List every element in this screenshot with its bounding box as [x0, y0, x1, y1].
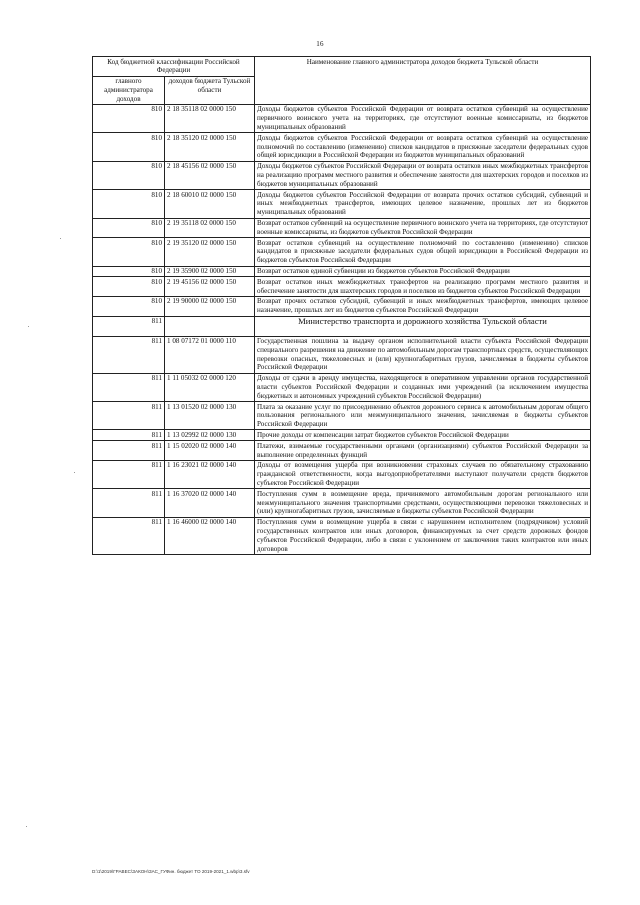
revenue-code-cell: 2 18 35120 02 0000 150 [165, 133, 255, 161]
admin-code-cell: 810 [93, 218, 165, 238]
description-cell: Доходы бюджетов субъектов Российской Федерации от возврата остатков иных межбюджетных трансфертов на реализацию программ местного развития и обеспечение занятости для шахтерских городов и поселков из бюджетов муниципальных образований [255, 161, 591, 189]
description-cell: Плата за оказание услуг по присоединению объектов дорожного сервиса к автомобильным дорогам общего пользования регионального или межмуниципального значения, зачисляемая в бюджеты субъектов Российской Федерации [255, 402, 591, 430]
revenue-code-cell [165, 316, 255, 336]
table-row [93, 104, 591, 132]
revenue-code-cell: 1 16 23021 02 0000 140 [165, 460, 255, 488]
header-admin-column: главного администратора доходов [93, 76, 165, 104]
revenue-code-cell: 2 19 35118 02 0000 150 [165, 218, 255, 238]
revenue-code-cell: 1 16 37020 02 0000 140 [165, 489, 255, 517]
description-cell: Доходы от сдачи в аренду имущества, находящегося в оперативном управлении органов государственной власти субъектов Российской Федерации и созданных ими учреждений (за исключением имущества бюджетных и автономных учреждений субъектов Российской Федерации) [255, 373, 591, 401]
scan-speck [26, 826, 27, 827]
admin-code-cell: 810 [93, 266, 165, 277]
revenue-code-cell: 2 19 90000 02 0000 150 [165, 296, 255, 316]
admin-code-cell: 811 [93, 373, 165, 401]
admin-code-cell: 811 [93, 316, 165, 336]
revenue-code-cell: 1 13 02992 02 0000 130 [165, 430, 255, 441]
description-cell: Возврат прочих остатков субсидий, субвенций и иных межбюджетных трансфертов, имеющих целевое назначение, прошлых лет из бюджетов субъектов Российской Федерации [255, 296, 591, 316]
header-revenue-column: доходов бюджета Тульской области [165, 76, 255, 104]
table-row [93, 190, 591, 218]
table-row [93, 373, 591, 401]
description-cell: Прочие доходы от компенсации затрат бюджетов субъектов Российской Федерации [255, 430, 591, 441]
table-row [93, 266, 591, 277]
admin-code-cell: 810 [93, 238, 165, 266]
admin-code-cell: 810 [93, 190, 165, 218]
description-cell: Государственная пошлина за выдачу органом исполнительной власти субъекта Российской Федерации специального разрешения на движение по автомобильным дорогам транспортных средств, осуществляющих перевозки опасных, тяжеловесных и (или) крупногабаритных грузов, зачисляемая в бюджеты субъектов Российской Федерации [255, 336, 591, 373]
header-name-column: Наименование главного администратора доходов бюджета Тульской области [255, 57, 591, 105]
description-cell: Доходы бюджетов субъектов Российской Федерации от возврата остатков субвенций на осуществление полномочий по составлению (изменению) списков кандидатов в присяжные заседатели федеральных судов общей юрисдикции в Российской Федерации из бюджетов муниципальных образований [255, 133, 591, 161]
table-body [93, 104, 591, 554]
admin-code-cell: 810 [93, 161, 165, 189]
description-cell: Доходы от возмещения ущерба при возникновении страховых случаев по обязательному страхованию гражданской ответственности, когда выгодоприобретателями выступают получатели средств бюджетов субъектов Российской Федерации [255, 460, 591, 488]
description-cell: Возврат остатков единой субвенции из бюджетов субъектов Российской Федерации [255, 266, 591, 277]
admin-code-cell: 810 [93, 133, 165, 161]
revenue-code-cell: 1 15 02020 02 0000 140 [165, 441, 255, 461]
description-cell: Возврат остатков субвенций на осуществление полномочий по составлению (изменению) списков кандидатов в присяжные заседатели федеральных судов общей юрисдикции в Российской Федерации из бюджетов субъектов Российской Федерации [255, 238, 591, 266]
scan-speck [60, 238, 61, 239]
revenue-code-cell: 1 08 07172 01 0000 110 [165, 336, 255, 373]
table-row [93, 218, 591, 238]
description-cell: Возврат остатков иных межбюджетных трансфертов на реализацию программ местного развития и обеспечение занятости для шахтерских городов и поселков из бюджетов субъектов Российской Федерации [255, 277, 591, 297]
admin-code-cell: 811 [93, 460, 165, 488]
admin-code-cell: 811 [93, 441, 165, 461]
scan-speck [28, 326, 29, 327]
revenue-code-cell: 1 11 05032 02 0000 120 [165, 373, 255, 401]
table-row [93, 238, 591, 266]
admin-code-cell: 811 [93, 336, 165, 373]
ministry-title-cell: Министерство транспорта и дорожного хозяйства Тульской области [255, 316, 591, 336]
revenue-code-cell: 2 19 35120 02 0000 150 [165, 238, 255, 266]
revenue-code-cell: 1 16 46000 02 0000 140 [165, 517, 255, 554]
section-header-row [93, 316, 591, 336]
table-row [93, 277, 591, 297]
revenue-code-cell: 1 13 01520 02 0000 130 [165, 402, 255, 430]
description-cell: Платежи, взимаемые государственными органами (организациями) субъектов Российской Федерации за выполнение определенных функций [255, 441, 591, 461]
revenue-code-cell: 2 19 45156 02 0000 150 [165, 277, 255, 297]
table-row [93, 441, 591, 461]
description-cell: Возврат остатков субвенций на осуществление первичного воинского учета на территориях, где отсутствуют военные комиссариаты, из бюджетов субъектов Российской Федерации [255, 218, 591, 238]
table-row [93, 460, 591, 488]
scan-speck [74, 472, 75, 473]
revenue-code-cell: 2 18 45156 02 0000 150 [165, 161, 255, 189]
revenue-code-cell: 2 19 35900 02 0000 150 [165, 266, 255, 277]
admin-code-cell: 811 [93, 517, 165, 554]
description-cell: Доходы бюджетов субъектов Российской Федерации от возврата прочих остатков субсидий, субвенций и иных межбюджетных трансфертов, имеющих целевое назначение, прошлых лет из бюджетов муниципальных образований [255, 190, 591, 218]
header-code-group: Код бюджетной классификации Российской Федерации [93, 57, 255, 77]
table-row [93, 133, 591, 161]
admin-code-cell: 811 [93, 489, 165, 517]
table-row [93, 161, 591, 189]
admin-code-cell: 810 [93, 296, 165, 316]
table-row [93, 402, 591, 430]
table-header-row [93, 57, 591, 77]
description-cell: Поступления сумм в возмещение вреда, причиняемого автомобильным дорогам регионального или межмуниципального значения транспортными средствами, осуществляющими перевозки тяжеловесных и (или) крупногабаритных грузов, зачисляемые в бюджеты субъектов Российской Федерации [255, 489, 591, 517]
revenue-administrators-table [92, 56, 591, 555]
description-cell: Доходы бюджетов субъектов Российской Федерации от возврата остатков субвенций на осуществление первичного воинского учета на территориях, где отсутствуют военные комиссариаты, из бюджетов муниципальных образований [255, 104, 591, 132]
page-number: 16 [316, 40, 324, 48]
admin-code-cell: 810 [93, 104, 165, 132]
table-row [93, 489, 591, 517]
admin-code-cell: 810 [93, 277, 165, 297]
description-cell: Поступления сумм в возмещение ущерба в связи с нарушением исполнителем (подрядчиком) условий государственных контрактов или иных договоров, финансируемых за счет средств дорожных фондов субъектов Российской Федерации, либо в связи с уклонением от заключения таких контрактов или иных договоров [255, 517, 591, 554]
revenue-code-cell: 2 18 35118 02 0000 150 [165, 104, 255, 132]
admin-code-cell: 811 [93, 430, 165, 441]
table-row [93, 336, 591, 373]
table-row [93, 517, 591, 554]
file-path-footer: D:\1\2019\ГРАВЕС\ЗАКОН\ЗАС_ГУФин. бюджет ТО 2019-2021_1.wbp\3.sfv [92, 869, 250, 874]
table-row [93, 296, 591, 316]
admin-code-cell: 811 [93, 402, 165, 430]
table-row [93, 430, 591, 441]
revenue-code-cell: 2 18 60010 02 0000 150 [165, 190, 255, 218]
